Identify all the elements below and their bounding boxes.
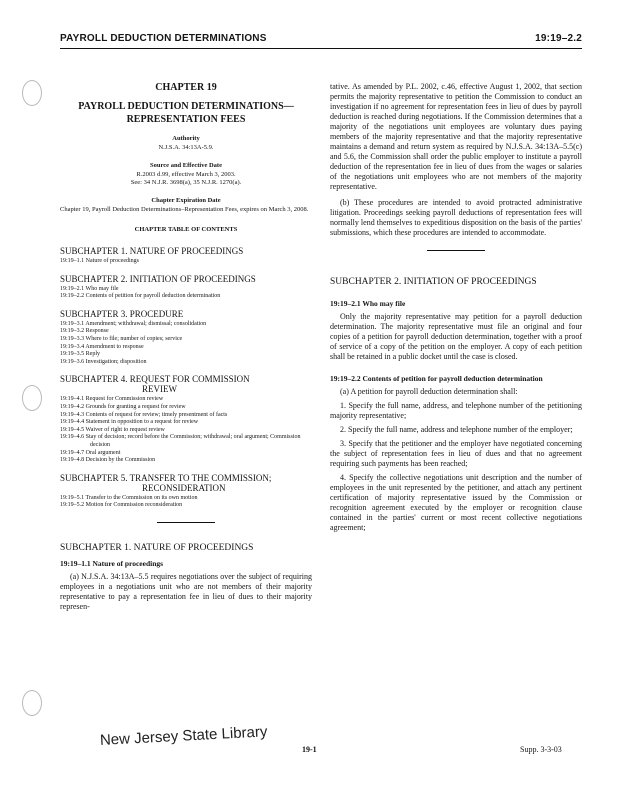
toc-subchapter-3 — [60, 309, 312, 367]
toc-subchapter-title: SUBCHAPTER 3. PROCEDURE — [60, 308, 184, 319]
toc-subchapter-5 — [60, 473, 312, 510]
toc-subchapter-title-line-1: SUBCHAPTER 4. REQUEST FOR COMMISSION — [60, 374, 250, 385]
toc-item: 19:19–5.1 Transfer to the Commission on its own motion — [60, 494, 198, 501]
toc-item: 19:19–4.7 Oral argument — [60, 449, 121, 456]
chapter-number: CHAPTER 19 — [155, 82, 217, 93]
toc-item: 19:19–3.5 Reply — [60, 351, 100, 358]
toc-item: 19:19–4.8 Decision by the Commission — [60, 457, 156, 464]
toc-subchapter-title-line-1: SUBCHAPTER 5. TRANSFER TO THE COMMISSION; — [60, 472, 272, 483]
header-section-number: 19:19–2.2 — [535, 33, 582, 44]
expiration-text: Chapter 19, Payroll Deduction Determinations–Representation Fees, expires on March 3, 2008. — [60, 205, 309, 213]
library-stamp: New Jersey State Library — [99, 723, 268, 749]
toc-item: 19:19–3.3 Where to file; number of copies; service — [60, 335, 183, 342]
toc-item: 19:19–3.1 Amendment; withdrawal; dismissal; consolidation — [60, 320, 207, 327]
toc-item: 19:19–2.2 Contents of petition for payroll deduction determination — [60, 293, 221, 300]
toc-item: 19:19–3.6 Investigation; disposition — [60, 358, 147, 365]
source-line-1: R.2003 d.99, effective March 3, 2003. — [136, 170, 236, 178]
toc-subchapter-title: SUBCHAPTER 1. NATURE OF PROCEEDINGS — [60, 246, 244, 256]
source-label: Source and Effective Date — [150, 161, 222, 169]
source-line-2: See: 34 N.J.R. 3698(a), 35 N.J.R. 1270(a). — [130, 179, 242, 186]
toc-item: 19:19–2.1 Who may file — [60, 285, 119, 292]
section-2-2-item-2: 2. Specify the full name, address and telephone number of the employer; — [340, 425, 573, 434]
toc-item: 19:19–5.2 Motion for Commission reconsideration — [60, 502, 183, 509]
toc-subchapter-title-line-2: REVIEW — [142, 384, 177, 395]
section-1-1-title: 19:19–1.1 Nature of proceedings — [60, 558, 164, 568]
left-column — [60, 82, 312, 618]
expiration-label: Chapter Expiration Date — [151, 196, 221, 204]
section-divider — [157, 522, 215, 523]
toc-subchapter-2 — [60, 274, 312, 301]
toc-subchapter-title — [60, 473, 312, 493]
toc-subchapter-1 — [60, 246, 312, 266]
section-2-1-title: 19:19–2.1 Who may file — [330, 299, 406, 308]
punch-hole-bottom — [22, 690, 42, 716]
section-2-2-item-1: 1. Specify the full name, address, and telephone number of the petitioning majority representative; — [330, 401, 582, 420]
supplement-date: Supp. 3-3-03 — [520, 745, 562, 754]
toc-item: 19:19–1.1 Nature of proceedings — [60, 258, 139, 264]
page-number: 19-1 — [302, 745, 317, 754]
toc-subchapter-4 — [60, 374, 312, 464]
toc-item: 19:19–3.2 Response — [60, 328, 109, 335]
toc-item: 19:19–4.5 Waiver of right to request review — [60, 426, 165, 433]
toc-item: 19:19–4.3 Contents of request for review; timely presentment of facts — [60, 411, 228, 418]
header-rule — [60, 48, 582, 49]
chapter-title: PAYROLL DEDUCTION DETERMINATIONS— REPRESENTATION FEES — [78, 101, 294, 125]
toc-heading: CHAPTER TABLE OF CONTENTS — [134, 226, 238, 233]
section-1-1-para-b: (b) These procedures are intended to avoid protracted administrative litigation. Proceedings seeking payroll deductions of representation fees will normally lend themselves to expeditious disposition on the basis of the parties' submissions, which these procedures are intended to accommodate. — [330, 198, 582, 237]
punch-hole-top — [22, 80, 42, 106]
toc-subchapter-title-line-2: RECONSIDERATION — [142, 482, 226, 493]
authority-label: Authority — [172, 135, 200, 142]
section-divider — [427, 250, 485, 251]
toc-item: 19:19–3.4 Amendment to response — [60, 343, 144, 350]
punch-hole-middle — [22, 385, 42, 411]
section-1-1-para-a: (a) N.J.S.A. 34:13A–5.5 requires negotiations over the subject of requiring employees in a negotiations unit who are not members of their majority representative to pay a representation fee in lieu of dues to their majority represen- — [60, 571, 312, 611]
header-title: PAYROLL DEDUCTION DETERMINATIONS — [60, 33, 267, 44]
toc-subchapter-title — [60, 374, 312, 394]
section-2-2-title: 19:19–2.2 Contents of petition for payroll deduction determination — [330, 374, 543, 383]
section-2-2-item-4: 4. Specify the collective negotiations unit description and the number of employees in the unit represented by the petitioner, and attach any pertinent certification of majority representative issued by the Commission or recognition agreement executed by the employer or recognition clause contained in the parties' current or most recent collective negotiations agreement; — [330, 473, 582, 532]
section-1-1-para-a-continued: tative. As amended by P.L. 2002, c.46, effective August 1, 2002, that section permits the majority representative to petition the Commission to conduct an investigation if no agreement for representation fees in lieu of dues by payroll deduction is reached during negotiations. If the Commission determines that a majority of the negotiations unit employees are voluntary dues paying members of the majority representative and that the majority representative maintains a demand and return system as required by N.J.S.A. 34:13A–5.5(c) and 5.6, the Commission shall order the public employer to institute a payroll deduction of the representation fee in lieu of dues from the wages or salaries of the negotiations unit employees who are not members of the majority representative. — [330, 82, 582, 191]
toc-item: 19:19–4.4 Statement in opposition to a request for review — [60, 419, 199, 426]
toc-item: 19:19–4.6 Stay of decision; record before the Commission; withdrawal; oral argument; Commission decision — [60, 434, 301, 448]
toc-subchapter-title: SUBCHAPTER 2. INITIATION OF PROCEEDINGS — [60, 273, 256, 284]
section-2-2-item-3: 3. Specify that the petitioner and the employer have negotiated concerning the subject of representation fees in lieu of dues and that no agreement requiring such payments has been reached; — [330, 439, 582, 468]
subchapter-1-heading: SUBCHAPTER 1. NATURE OF PROCEEDINGS — [60, 542, 254, 553]
section-2-2-para-a: (a) A petition for payroll deduction determination shall: — [340, 387, 518, 396]
toc-item: 19:19–4.2 Grounds for granting a request for review — [60, 403, 186, 410]
running-header — [60, 33, 582, 47]
authority-text: N.J.S.A. 34:13A-5.9. — [158, 144, 214, 151]
subchapter-2-heading: SUBCHAPTER 2. INITIATION OF PROCEEDINGS — [330, 277, 537, 287]
section-2-1-para: Only the majority representative may petition for a payroll deduction determination. The majority representative must file an original and four copies of a petition for payroll deduction determination, together with a proof of service of a copy of the petition on the employer. A copy of each petition shall be retained in a public docket until the case is closed. — [330, 312, 582, 361]
toc-item: 19:19–4.1 Request for Commission review — [60, 396, 164, 403]
right-column — [330, 82, 582, 537]
